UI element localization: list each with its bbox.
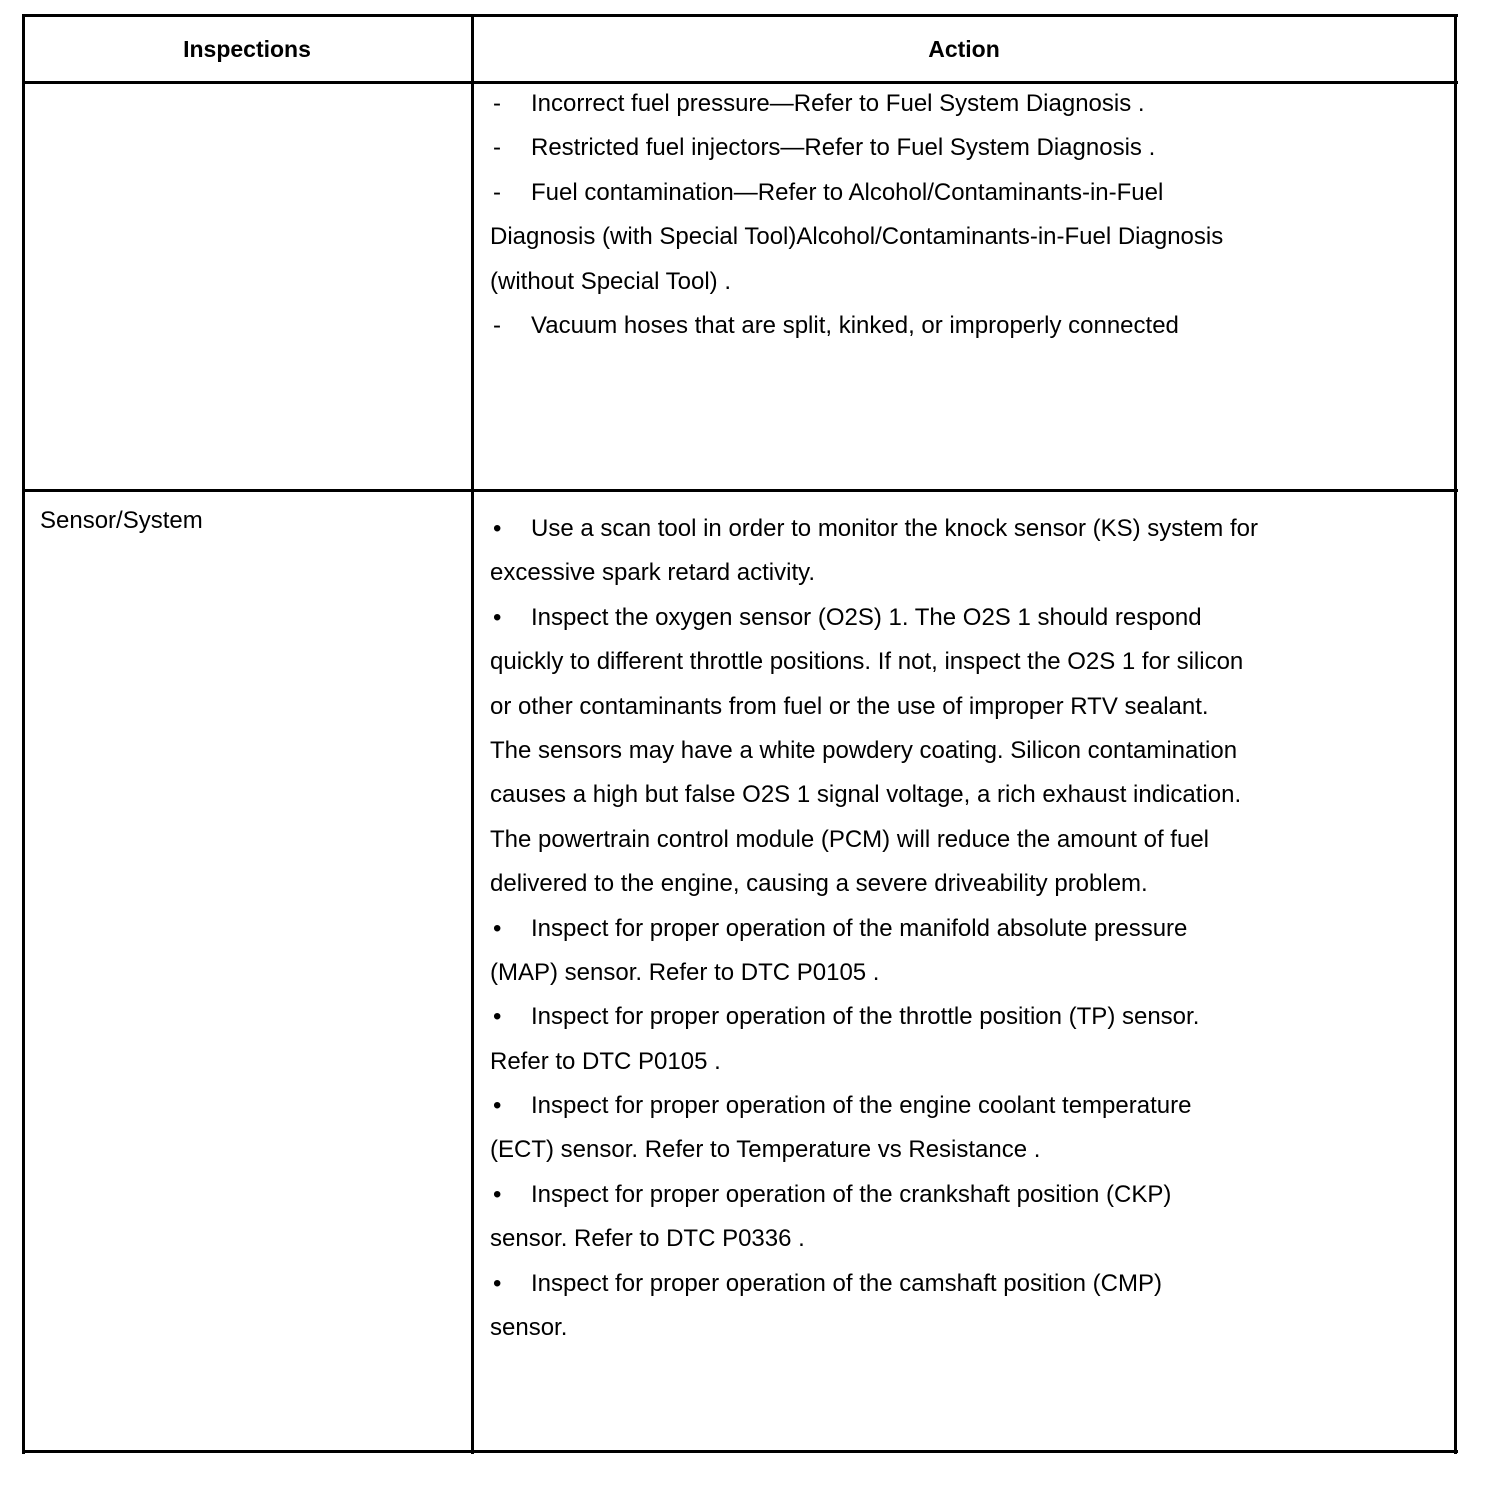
action-line [490, 215, 1223, 259]
action-line [490, 260, 1223, 304]
action-text: Inspect for proper operation of the crankshaft position (CKP) [531, 1180, 1172, 1208]
action-text: Inspect for proper operation of the manifold absolute pressure [531, 914, 1188, 942]
action-text: Refer to DTC P0105 . [490, 1047, 721, 1075]
dash-bullet: - [493, 311, 501, 339]
bullet: • [493, 515, 502, 542]
action-line [490, 685, 1258, 729]
action-line [490, 304, 1223, 348]
action-line [490, 862, 1258, 906]
inspection-cell: Sensor/System [40, 507, 203, 534]
action-line [490, 126, 1223, 170]
action-line [490, 551, 1258, 595]
header-inspections: Inspections [183, 36, 311, 62]
action-line [490, 171, 1223, 215]
action-text: Inspect for proper operation of the throttle position (TP) sensor. [531, 1003, 1200, 1031]
action-text: Vacuum hoses that are split, kinked, or improperly connected [531, 311, 1179, 339]
dash-bullet: - [493, 178, 501, 206]
action-line [490, 951, 1258, 995]
action-text: Incorrect fuel pressure—Refer to Fuel System Diagnosis . [531, 90, 1145, 117]
bullet: • [493, 603, 502, 631]
bullet: • [493, 1092, 502, 1120]
action-cell [490, 507, 1258, 1350]
action-line [490, 1217, 1258, 1261]
action-text: (without Special Tool) . [490, 267, 732, 295]
action-line [490, 82, 1223, 126]
action-text: delivered to the engine, causing a severe driveability problem. [490, 870, 1148, 898]
bullet: • [493, 1269, 502, 1297]
action-text: Fuel contamination—Refer to Alcohol/Contaminants-in-Fuel [531, 178, 1164, 206]
action-line [490, 1306, 1258, 1350]
action-line [490, 1262, 1258, 1306]
action-line [490, 1128, 1258, 1172]
action-text: excessive spark retard activity. [490, 559, 815, 587]
action-line [490, 773, 1258, 817]
table-border-bottom [22, 1450, 1458, 1453]
header-action: Action [928, 36, 1000, 62]
dash-bullet: - [493, 134, 501, 162]
row-divider [22, 489, 1458, 492]
action-text: (ECT) sensor. Refer to Temperature vs Resistance . [490, 1136, 1041, 1164]
action-text: Use a scan tool in order to monitor the knock sensor (KS) system for [531, 515, 1258, 542]
action-cell [490, 82, 1223, 348]
action-text: Inspect for proper operation of the camshaft position (CMP) [531, 1269, 1162, 1297]
action-text: Restricted fuel injectors—Refer to Fuel System Diagnosis . [531, 134, 1156, 162]
action-text: or other contaminants from fuel or the use of improper RTV sealant. [490, 692, 1209, 720]
action-line [490, 596, 1258, 640]
action-line [490, 1173, 1258, 1217]
table-border-right [1454, 14, 1457, 1454]
action-line [490, 1084, 1258, 1128]
action-text: causes a high but false O2S 1 signal voltage, a rich exhaust indication. [490, 781, 1242, 809]
action-line [490, 1040, 1258, 1084]
dash-bullet: - [493, 90, 501, 117]
action-text: The powertrain control module (PCM) will reduce the amount of fuel [490, 825, 1209, 853]
action-line [490, 818, 1258, 862]
action-text: The sensors may have a white powdery coating. Silicon contamination [490, 736, 1238, 764]
action-line [490, 907, 1258, 951]
action-text: Inspect for proper operation of the engine coolant temperature [531, 1092, 1192, 1120]
action-line [490, 729, 1258, 773]
table-border-left [22, 14, 25, 1454]
action-text: sensor. Refer to DTC P0336 . [490, 1225, 805, 1253]
action-text: (MAP) sensor. Refer to DTC P0105 . [490, 958, 880, 986]
column-divider [471, 14, 474, 1454]
bullet: • [493, 1003, 502, 1031]
action-text: quickly to different throttle positions. If not, inspect the O2S 1 for silicon [490, 648, 1244, 676]
action-text: Diagnosis (with Special Tool)Alcohol/Contaminants-in-Fuel Diagnosis [490, 223, 1224, 251]
bullet: • [493, 914, 502, 942]
action-line [490, 507, 1258, 551]
action-text: sensor. [490, 1314, 568, 1342]
action-text: Inspect the oxygen sensor (O2S) 1. The O2S 1 should respond [531, 603, 1202, 631]
bullet: • [493, 1180, 502, 1208]
action-line [490, 640, 1258, 684]
action-line [490, 995, 1258, 1039]
